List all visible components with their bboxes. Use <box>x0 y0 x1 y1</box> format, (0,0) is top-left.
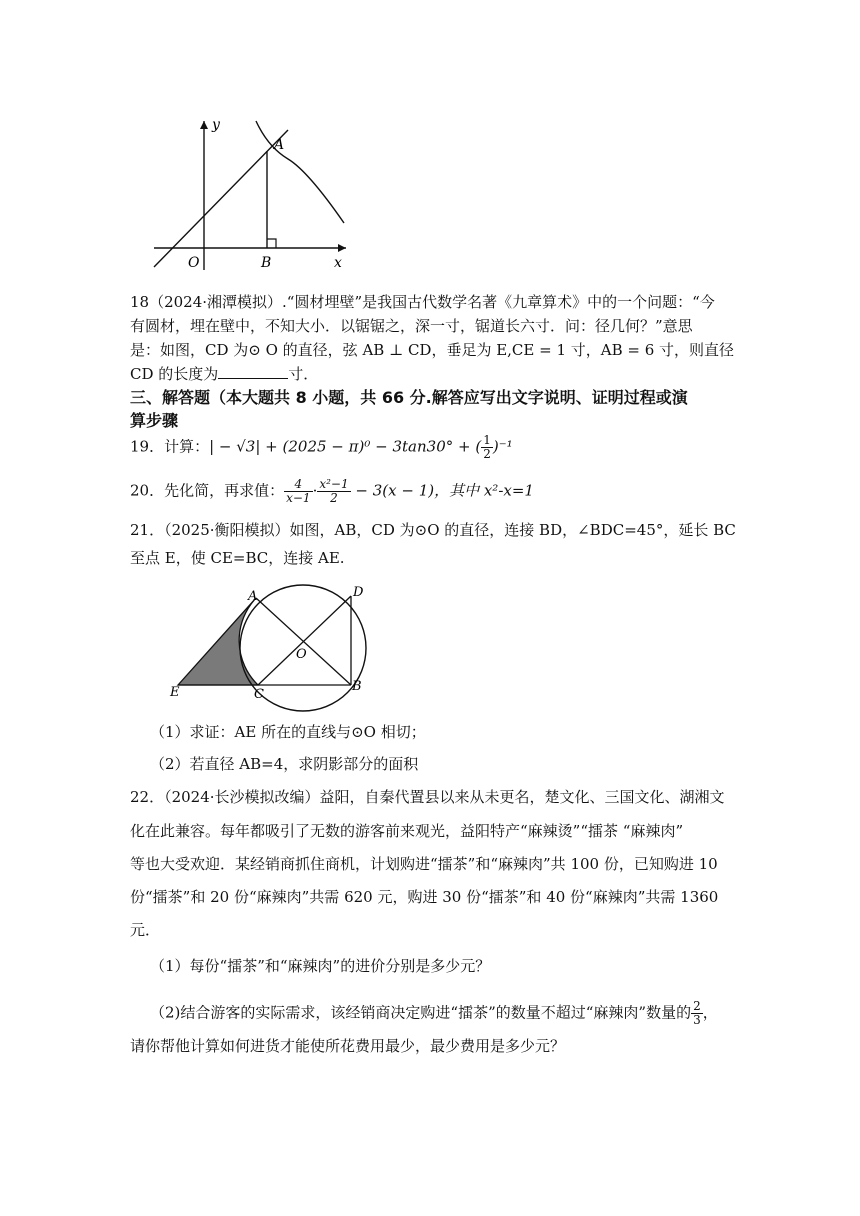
origin-label: O <box>188 255 200 271</box>
q22-sub-2-text: （2)结合游客的实际需求，该经销商决定购进“擂茶”的数量不超过“麻辣肉”数量的 <box>150 1003 692 1022</box>
x-axis-label: x <box>334 255 342 271</box>
q22-sub-1: （1）每份“擂茶”和“麻辣肉”的进价分别是多少元？ <box>150 957 491 975</box>
circle-geometry-figure <box>168 582 408 712</box>
fig2-label-e: E <box>170 685 180 700</box>
answer-blank[interactable] <box>218 364 288 379</box>
q20-prefix: 20．先化简，再求值： <box>130 481 285 500</box>
q20-fraction-1 <box>284 478 312 505</box>
fig2-label-d: D <box>353 585 364 600</box>
q22-frac-den: 3 <box>693 1013 701 1027</box>
q19-frac-den: 2 <box>483 447 491 461</box>
q22-line-5: 元． <box>130 921 161 939</box>
point-a-label: A <box>274 137 285 153</box>
q19-prefix: 19．计算： <box>130 437 210 456</box>
q20-dot: · <box>312 481 318 500</box>
q21-line-1: 21．（2025·衡阳模拟）如图，AB，CD 为⊙O 的直径，连接 BD，∠BDC=45°，延长 BC <box>130 521 736 539</box>
q19-fraction <box>481 434 493 461</box>
q21-sub-1: （1）求证：AE 所在的直线与⊙O 相切； <box>150 723 426 741</box>
q20-f2-num: x²−1 <box>319 477 349 491</box>
q22-fraction <box>691 1000 703 1027</box>
fig2-label-b: B <box>352 679 362 694</box>
q18-line-4-text: CD 的长度为 <box>130 365 219 383</box>
q20-rest: − 3(x − 1)，其中 x²-x=1 <box>350 481 534 500</box>
section-3-heading-line-2: 算步骤 <box>130 411 179 430</box>
q19-line <box>130 434 513 461</box>
q18-line-3: 是：如图，CD 为⊙ O 的直径，弦 AB ⊥ CD，垂足为 E,CE = 1 寸，AB = 6 寸，则直径 <box>130 341 735 359</box>
fig2-label-a: A <box>248 589 258 604</box>
q21-sub-2: （2）若直径 AB=4，求阴影部分的面积 <box>150 755 419 773</box>
q18-line-2: 有圆材，埋在壁中，不知大小．以锯锯之，深一寸，锯道长六寸．问：径几何？”意思 <box>130 317 693 335</box>
q20-line <box>130 478 534 505</box>
y-axis-label: y <box>212 117 220 133</box>
q22-line-1: 22．（2024·长沙模拟改编）益阳，自秦代置县以来从未更名，楚文化、三国文化、湖湘文 <box>130 788 725 806</box>
q19-expression: | − √3| + (2025 − π)⁰ − 3tan30° + ( <box>209 437 482 456</box>
point-b-label: B <box>261 255 272 271</box>
q22-line-3: 等也大受欢迎．某经销商抓住商机，计划购进“擂茶”和“麻辣肉”共 100 份，已知购进 10 <box>130 855 718 873</box>
q20-f2-den: 2 <box>330 491 338 505</box>
fig2-label-c: C <box>254 687 264 702</box>
q21-line-2: 至点 E，使 CE=BC，连接 AE. <box>130 549 345 567</box>
section-3-heading-line-1: 三、解答题（本大题共 8 小题，共 66 分.解答应写出文字说明、证明过程或演 <box>130 388 688 407</box>
q22-sub-2-line-2: 请你帮他计算如何进货才能使所花费用最少，最少费用是多少元？ <box>130 1037 566 1055</box>
q18-line-1: 18（2024·湘潭模拟）.“圆材埋壁”是我国古代数学名著《九章算术》中的一个问题：“今 <box>130 293 715 311</box>
q22-line-4: 份“擂茶”和 20 份“麻辣肉”共需 620 元，购进 30 份“擂茶”和 40 份“麻辣肉”共需 1360 <box>130 888 719 906</box>
fig2-label-o: O <box>296 647 307 662</box>
q20-f1-num: 4 <box>284 478 312 492</box>
q20-f1-den: x−1 <box>286 491 311 505</box>
q22-frac-num: 2 <box>693 999 701 1013</box>
q18-line-4 <box>130 364 318 384</box>
q22-line-2: 化在此兼容。每年都吸引了无数的游客前来观光，益阳特产“麻辣烫”“擂茶 “麻辣肉” <box>130 822 684 840</box>
q20-fraction-2 <box>317 478 350 505</box>
q22-sub-2 <box>150 1000 718 1027</box>
q22-sub-2-comma: ， <box>702 1003 718 1022</box>
q19-frac-num: 1 <box>483 433 491 447</box>
q18-line-4-unit: 寸． <box>288 365 319 383</box>
coordinate-graph-figure <box>148 115 368 275</box>
q19-suffix: )⁻¹ <box>492 437 513 456</box>
